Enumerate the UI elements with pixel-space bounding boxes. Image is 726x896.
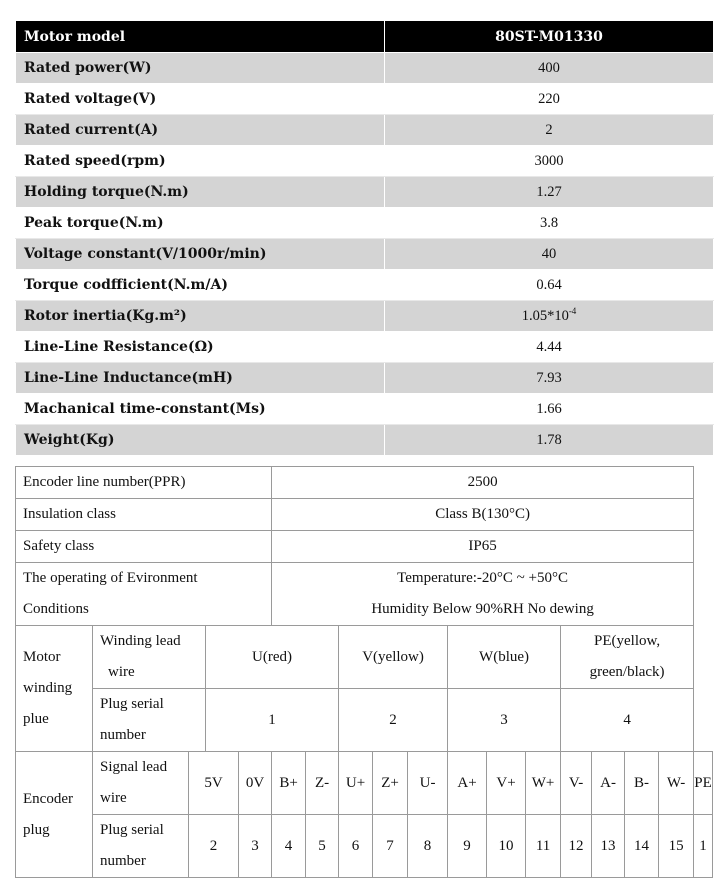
signal-cell: V- bbox=[561, 752, 592, 815]
signal-cell: 5V bbox=[189, 752, 239, 815]
pin-cell: 6 bbox=[339, 815, 373, 878]
encoder-signal-row bbox=[16, 752, 713, 815]
wire-pe: PE(yellow, green/black) bbox=[561, 626, 694, 689]
signal-cell: PE bbox=[694, 752, 713, 815]
winding-lead-row bbox=[16, 626, 713, 689]
spec-label: Rated voltage(V) bbox=[16, 84, 385, 115]
motor-spec-table bbox=[15, 20, 714, 456]
spec-value bbox=[385, 301, 714, 332]
spec-row bbox=[16, 394, 714, 425]
signal-cell: B+ bbox=[272, 752, 306, 815]
spec-label: Line-Line Inductance(mH) bbox=[16, 363, 385, 394]
pin-cell: 12 bbox=[561, 815, 592, 878]
spec-row bbox=[16, 115, 714, 146]
spec-label: Machanical time-constant(Ms) bbox=[16, 394, 385, 425]
signal-cell: 0V bbox=[239, 752, 272, 815]
serial-u: 1 bbox=[206, 689, 339, 752]
spec-row bbox=[16, 146, 714, 177]
serial-w: 3 bbox=[448, 689, 561, 752]
pin-cell: 10 bbox=[487, 815, 526, 878]
signal-cell: U- bbox=[408, 752, 448, 815]
signal-cell: A- bbox=[592, 752, 625, 815]
spec-value: 400 bbox=[385, 53, 714, 84]
safety-value: IP65 bbox=[272, 531, 694, 563]
spec-label: Holding torque(N.m) bbox=[16, 177, 385, 208]
signal-cell: A+ bbox=[448, 752, 487, 815]
signal-cell: W+ bbox=[526, 752, 561, 815]
pin-cell: 13 bbox=[592, 815, 625, 878]
spec-row bbox=[16, 239, 714, 270]
environment-row bbox=[16, 563, 713, 626]
signal-cell: B- bbox=[625, 752, 659, 815]
spec-label: Rated speed(rpm) bbox=[16, 146, 385, 177]
humidity-text: Humidity Below 90%RH No dewing bbox=[371, 601, 594, 617]
pin-cell: 8 bbox=[408, 815, 448, 878]
wiring-table bbox=[15, 466, 713, 878]
spec-row bbox=[16, 332, 714, 363]
spec-value: 40 bbox=[385, 239, 714, 270]
serial-pe: 4 bbox=[561, 689, 694, 752]
encoder-line-label: Encoder line number(PPR) bbox=[16, 467, 272, 499]
spec-row bbox=[16, 53, 714, 84]
spec-label: Line-Line Resistance(Ω) bbox=[16, 332, 385, 363]
insulation-value: Class B(130°C) bbox=[272, 499, 694, 531]
pin-cell: 7 bbox=[373, 815, 408, 878]
environment-label: The operating of Evironment Conditions bbox=[16, 563, 272, 626]
pin-cell: 4 bbox=[272, 815, 306, 878]
spec-header-row bbox=[16, 21, 714, 53]
spec-value-exponent: -4 bbox=[568, 305, 577, 316]
insulation-label: Insulation class bbox=[16, 499, 272, 531]
motor-model-label: Motor model bbox=[16, 21, 385, 53]
signal-cell: U+ bbox=[339, 752, 373, 815]
signal-cell: W- bbox=[659, 752, 694, 815]
safety-label: Safety class bbox=[16, 531, 272, 563]
pin-cell: 3 bbox=[239, 815, 272, 878]
spec-row bbox=[16, 425, 714, 456]
encoder-line-value: 2500 bbox=[272, 467, 694, 499]
winding-serial-label: Plug serial number bbox=[93, 689, 206, 752]
spec-value: 4.44 bbox=[385, 332, 714, 363]
pin-cell: 15 bbox=[659, 815, 694, 878]
spec-value: 7.93 bbox=[385, 363, 714, 394]
spec-row bbox=[16, 301, 714, 332]
spec-row bbox=[16, 363, 714, 394]
spec-label: Peak torque(N.m) bbox=[16, 208, 385, 239]
spec-label: Weight(Kg) bbox=[16, 425, 385, 456]
spec-label: Voltage constant(V/1000r/min) bbox=[16, 239, 385, 270]
winding-lead-label: Winding lead wire bbox=[93, 626, 206, 689]
insulation-row bbox=[16, 499, 713, 531]
serial-v: 2 bbox=[339, 689, 448, 752]
pin-cell: 1 bbox=[694, 815, 713, 878]
spec-label: Rated power(W) bbox=[16, 53, 385, 84]
signal-cell: Z- bbox=[306, 752, 339, 815]
signal-cell: Z+ bbox=[373, 752, 408, 815]
spec-label: Torque codfficient(N.m/A) bbox=[16, 270, 385, 301]
temperature-text: Temperature:-20°C ~ +50°C bbox=[397, 570, 568, 586]
spec-value: 3.8 bbox=[385, 208, 714, 239]
wire-u: U(red) bbox=[206, 626, 339, 689]
spec-row bbox=[16, 208, 714, 239]
winding-serial-row bbox=[16, 689, 713, 752]
spec-value: 3000 bbox=[385, 146, 714, 177]
pin-cell: 14 bbox=[625, 815, 659, 878]
pin-cell: 2 bbox=[189, 815, 239, 878]
encoder-line-row bbox=[16, 467, 713, 499]
spec-value: 1.66 bbox=[385, 394, 714, 425]
motor-model-value: 80ST-M01330 bbox=[385, 21, 714, 53]
spec-value: 1.78 bbox=[385, 425, 714, 456]
spec-row bbox=[16, 177, 714, 208]
spec-value-base: 1.05*10 bbox=[521, 307, 569, 324]
pin-cell: 5 bbox=[306, 815, 339, 878]
safety-row bbox=[16, 531, 713, 563]
spec-value: 1.27 bbox=[385, 177, 714, 208]
signal-lead-label: Signal lead wire bbox=[93, 752, 189, 815]
spec-value: 2 bbox=[385, 115, 714, 146]
encoder-plug-label: Encoder plug bbox=[16, 752, 93, 878]
spec-row bbox=[16, 84, 714, 115]
environment-value bbox=[272, 563, 694, 626]
spec-value: 220 bbox=[385, 84, 714, 115]
wire-w: W(blue) bbox=[448, 626, 561, 689]
wire-v: V(yellow) bbox=[339, 626, 448, 689]
pin-cell: 9 bbox=[448, 815, 487, 878]
spec-value: 0.64 bbox=[385, 270, 714, 301]
spec-label: Rated current(A) bbox=[16, 115, 385, 146]
motor-winding-label: Motor winding plue bbox=[16, 626, 93, 752]
encoder-pin-row bbox=[16, 815, 713, 878]
signal-cell: V+ bbox=[487, 752, 526, 815]
pin-serial-label: Plug serial number bbox=[93, 815, 189, 878]
spec-row bbox=[16, 270, 714, 301]
spec-label: Rotor inertia(Kg.m²) bbox=[16, 301, 385, 332]
pin-cell: 11 bbox=[526, 815, 561, 878]
